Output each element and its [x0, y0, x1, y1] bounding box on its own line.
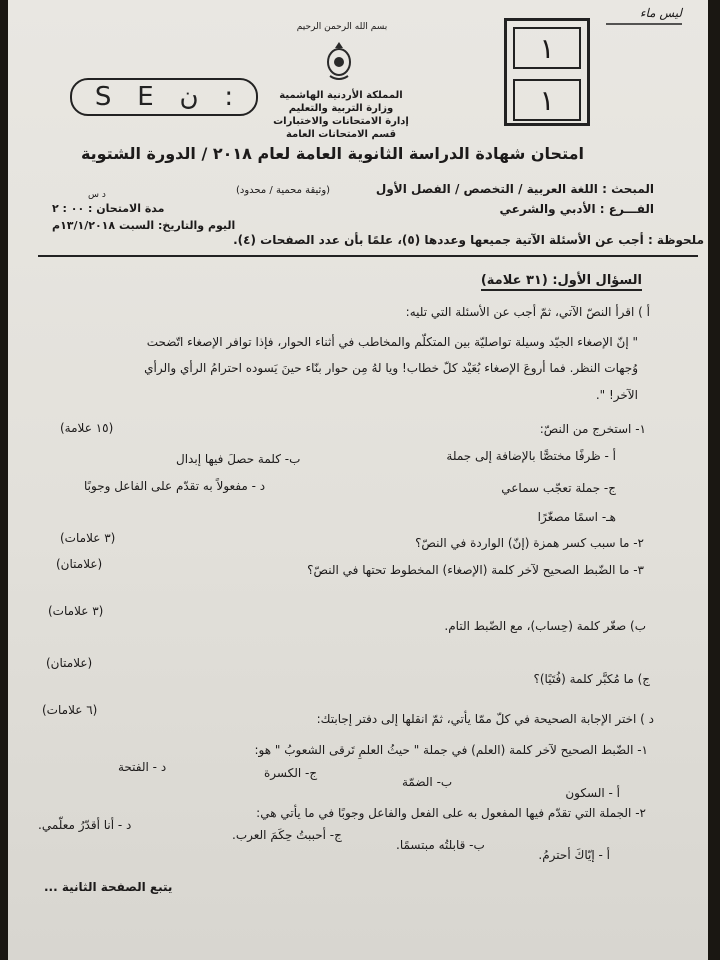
mc1-option-b: ب- الضمّة	[402, 775, 453, 789]
handwritten-name: ليس ماء	[639, 6, 682, 20]
mc1-option-a: أ - السكون	[565, 786, 620, 800]
seat-letter: E	[137, 82, 154, 112]
mc2-stem: ٢- الجملة التي تقدّم فيها المفعول به على الفعل والفاعل وجوبًا في ما يأتي هي:	[256, 806, 646, 820]
exam-stream: الفـــرع : الأدبي والشرعي	[499, 202, 654, 216]
mc1-stem: ١- الضّبط الصحيح لآخر كلمة (العلم) في جملة " حيثُ العلمِ تَرقى الشعوبُ " هو:	[254, 743, 648, 757]
seat-letter: S	[94, 82, 112, 112]
q1-marks: (١٥ علامة)	[60, 421, 114, 435]
mc2-option-c: ج- أحببتُ حِكَمَ العرب.	[232, 828, 342, 842]
exam-subject: المبحث : اللغة العربية / التخصص / الفصل الأول	[375, 182, 654, 196]
q1-option-b: ب- كلمة حصلَ فيها إبدال	[176, 452, 301, 466]
part-d-marks: (٦ علامات)	[42, 703, 98, 717]
exam-page	[8, 0, 708, 960]
basmala: بسم الله الرحمن الرحيم	[296, 22, 388, 32]
question1-title	[481, 273, 642, 288]
q2-text: ٢- ما سبب كسر همزة (إنّ) الواردة في النصّ؟	[415, 536, 644, 550]
q1-option-a: أ - ظرفًا مختصًّا بالإضافة إلى جملة	[446, 449, 616, 463]
seat-number-box	[70, 78, 258, 116]
q1-stem: ١- استخرج من النصّ:	[539, 422, 646, 436]
mc1-option-c: ج- الكسرة	[264, 766, 318, 780]
ministry-name: وزارة التربية والتعليم	[288, 103, 394, 114]
mc1-option-d: د - الفتحة	[118, 760, 167, 774]
seat-letter: :	[224, 82, 234, 112]
section-name: قسم الامتحانات العامة	[285, 129, 397, 140]
page-number-bottom: ١	[513, 79, 581, 121]
jordan-emblem-icon	[324, 40, 354, 84]
mc2-option-a: أ - إيّاكَ أحترمُ.	[538, 848, 610, 862]
mc2-option-d: د - أنا أقدّرُ معلّمي.	[38, 818, 132, 832]
exam-instructions: ملحوظة : أجب عن الأسئلة الآتية جميعها وعددها (٥)، علمًا بأن عدد الصفحات (٤).	[233, 233, 704, 247]
exam-duration: مدة الامتحان : ٠٠ : ٢	[52, 202, 165, 215]
q2-marks: (٣ علامات)	[60, 531, 116, 545]
part-b-text: ب) صغّر كلمة (حِساب)، مع الضّبط التام.	[444, 619, 646, 633]
part-c-text: ج) ما مُكبَّر كلمة (فُتَيًا)؟	[533, 672, 650, 686]
part-d-intro: د ) اختر الإجابة الصحيحة في كلّ ممّا يأتي، ثمّ انقلها إلى دفتر إجابتك:	[316, 712, 654, 726]
q3-marks: (علامتان)	[56, 557, 103, 571]
part-a-intro: أ ) اقرأ النصّ الآتي، ثمّ أجب عن الأسئلة التي تليه:	[405, 305, 650, 319]
part-b-marks: (٣ علامات)	[48, 604, 104, 618]
mc2-option-b: ب- قابلتُه مبتسمًا.	[396, 838, 485, 852]
question1-title-text: السؤال الأول: (٣١ علامة)	[481, 273, 642, 291]
continue-note: يتبع الصفحة الثانية ...	[44, 880, 173, 894]
passage-line-3: الآخر! ".	[595, 388, 638, 402]
header-divider	[38, 255, 698, 257]
page-number-box	[504, 18, 590, 126]
exam-date: اليوم والتاريخ: السبت ١٣/١/٢٠١٨م	[52, 219, 236, 232]
duration-unit: د س	[88, 190, 106, 200]
document-protection-note: (وثيقة محمية / محدود)	[236, 185, 331, 196]
part-c-marks: (علامتان)	[46, 656, 93, 670]
q3-text: ٣- ما الضّبط الصحيح لآخر كلمة (الإصغاء) المخطوط تحتها في النصّ؟	[307, 563, 644, 577]
kingdom-name: المملكة الأردنية الهاشمية	[279, 90, 403, 101]
q1-option-d: د - مفعولاً به تقدّم على الفاعل وجوبًا	[84, 479, 266, 493]
exam-title: امتحان شهادة الدراسة الثانوية العامة لعام ٢٠١٨ / الدورة الشتوية	[80, 144, 584, 163]
passage-line-2: وُجهات النظر. فما أروعَ الإصغاء بُعَيْد كلّ خطاب! ويا لهُ مِن حوار بنّاء حينَ يَسوده احترامُ الرأي والرأي	[144, 361, 638, 375]
page-number-top: ١	[513, 27, 581, 69]
passage-line-1: " إنّ الإصغاء الجيّد وسيلة تواصليّة بين المتكلّم والمخاطب في أثناء الحوار، فإذا توافر الإصغاء اتّضحت	[146, 335, 638, 349]
seat-letter: ن	[179, 82, 199, 112]
department-name: إدارة الامتحانات والاختبارات	[273, 116, 409, 127]
q1-option-e: هـ- اسمًا مصغّرًا	[537, 510, 616, 524]
q1-option-c: ج- جملة تعجّب سماعي	[501, 481, 616, 495]
